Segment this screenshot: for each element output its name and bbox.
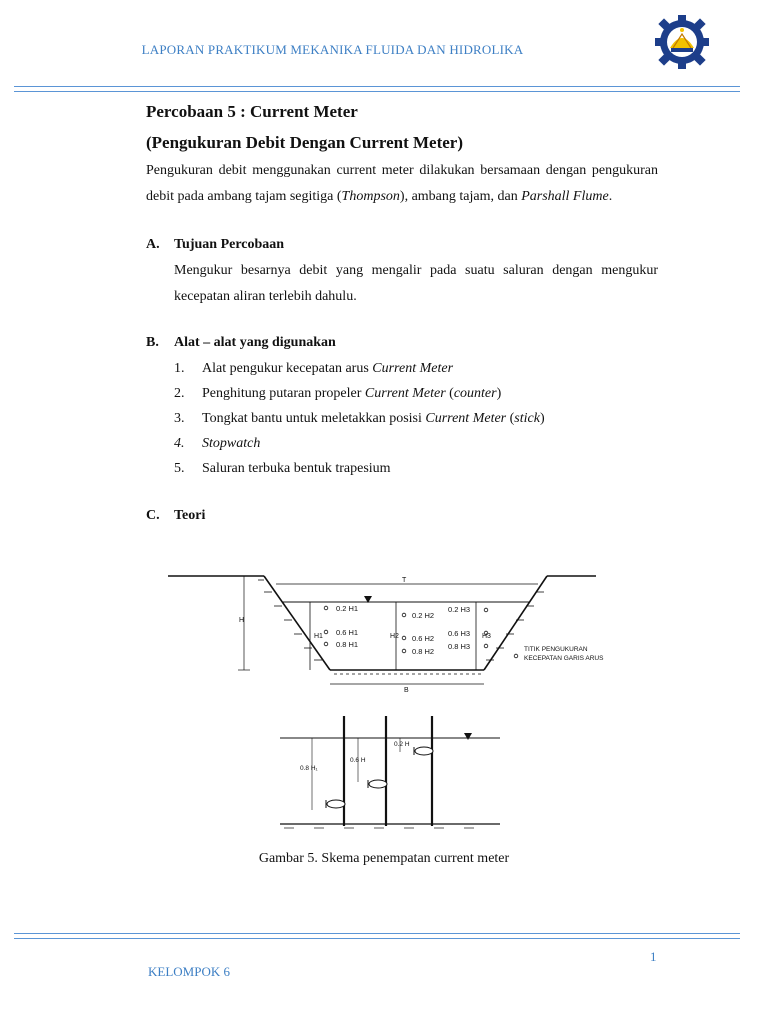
intro-paragraph [146,158,658,210]
its-logo [654,14,710,70]
section-a-heading [146,234,658,256]
side-view [280,716,500,828]
h2-label: H2 [390,633,399,640]
list-item [174,456,658,481]
page-content [146,100,658,527]
side-label: 0.2 H [394,741,410,748]
item-text-b: Current Meter [364,386,446,401]
item-number: 2. [174,386,185,401]
dimension-b-label: B [404,687,409,694]
item-text-b: Current Meter [372,361,454,376]
page-number: 1 [650,949,657,964]
section-a-body: Mengukur besarnya debit yang mengalir pada suatu saluran dengan mengukur kecepatan aliran terlebih dahulu. [174,263,658,304]
footer-group: KELOMPOK 6 [148,964,230,979]
section-b-title: Alat – alat yang digunakan [174,335,336,350]
item-text-a: Tongkat bantu untuk meletakkan posisi [202,411,426,426]
intro-text-3: . [608,189,613,204]
list-item [174,406,658,431]
item-text-d: stick [514,411,540,426]
h1-label: H1 [314,633,323,640]
item-number: 4. [174,436,185,451]
section-a-letter: A. [146,237,160,252]
figure-caption: Gambar 5. Skema penempatan current meter [258,851,510,866]
legend-line-1: TITIK PENGUKURAN [524,646,588,653]
point-label: 0.2 H3 [448,605,471,614]
intro-text-2: ), ambang tajam, dan [399,189,522,204]
header-rule [14,86,740,92]
item-number: 1. [174,361,185,376]
legend [514,646,604,662]
current-meter-diagram [164,570,604,838]
measurement-points [324,604,488,656]
dimension-t-label: T [402,577,407,584]
side-label: 0.8 H₁ [300,765,318,772]
item-text-c: ( [506,411,515,426]
section-c-title: Teori [174,508,206,523]
item-text-a: Penghitung putaran propeler [202,386,365,401]
item-text-b: Stopwatch [202,436,261,451]
point-label: 0.6 H1 [336,628,359,637]
intro-thompson: Thompson [341,189,400,204]
point-label: 0.6 H2 [412,634,435,643]
intro-parshall: Parshall Flume [521,189,609,204]
item-number: 3. [174,411,185,426]
gear-emblem [655,15,709,69]
intro-text-1: Pengukuran debit menggunakan current meter dilakukan bersamaan dengan pengukuran debit pada ambang tajam segitiga ( [146,163,658,204]
section-c-letter: C. [146,508,160,523]
current-meters [326,747,433,808]
item-text-c: ( [445,386,454,401]
section-b-heading [146,332,658,354]
item-text-b: Current Meter [425,411,507,426]
footer-rule [14,933,740,939]
section-c-heading [146,505,658,527]
item-text-d: counter [453,386,497,401]
h3-label: H3 [482,633,491,640]
dimension-h-label: H [239,617,245,624]
item-text-a: Saluran terbuka bentuk trapesium [202,461,391,476]
list-item [174,356,658,381]
point-label: 0.8 H2 [412,647,435,656]
tools-list [146,356,658,481]
item-text-e: ) [539,411,545,426]
channel-cross-section [168,576,596,684]
item-text-a: Alat pengukur kecepatan arus [202,361,373,376]
legend-line-2: KECEPATAN GARIS ARUS [524,655,604,662]
page-title: Percobaan 5 : Current Meter [146,102,358,121]
item-number: 5. [174,461,185,476]
item-text-e: ) [496,386,502,401]
side-water-level-icon [464,733,472,740]
item-text [202,356,453,381]
point-label: 0.6 H3 [448,629,471,638]
item-text [202,381,501,406]
point-label: 0.8 H3 [448,642,471,651]
section-a-title: Tujuan Percobaan [174,237,285,252]
side-labels [300,741,410,772]
section-c [146,505,658,527]
list-item [174,431,658,456]
side-label: 0.6 H [350,757,366,764]
section-a [146,234,658,310]
section-b-letter: B. [146,335,159,350]
section-b [146,332,658,481]
header-title: LAPORAN PRAKTIKUM MEKANIKA FLUIDA DAN HIDROLIKA [141,42,524,57]
page-subtitle: (Pengukuran Debit Dengan Current Meter) [146,133,463,152]
point-label: 0.2 H1 [336,604,359,613]
point-label: 0.2 H2 [412,611,435,620]
list-item [174,381,658,406]
point-label: 0.8 H1 [336,640,359,649]
item-text [202,406,545,431]
